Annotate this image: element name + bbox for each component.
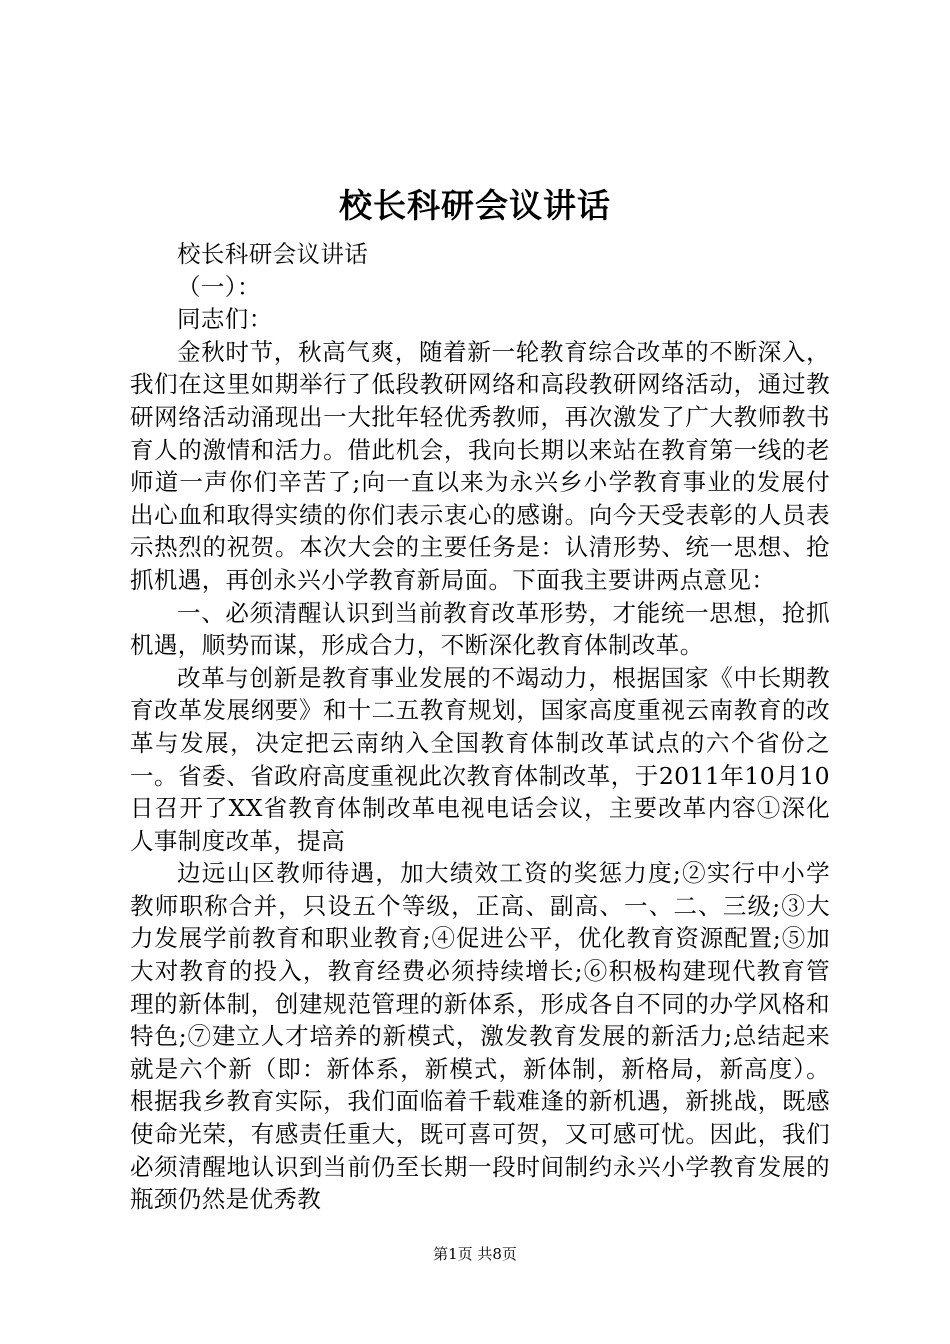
page-number-footer: 第1页 共8页: [433, 1245, 517, 1263]
document-body: [130, 238, 830, 1216]
paragraph-point-one: 一、必须清醒认识到当前教育改革形势，才能统一思想，抢抓机遇，顺势而谋，形成合力，不断深化教育体制改革。: [130, 598, 830, 660]
paragraph-section-marker: （一）：: [177, 272, 261, 301]
paragraph-opening: 金秋时节，秋高气爽，随着新一轮教育综合改革的不断深入，我们在这里如期举行了低段教研网络和高段教研网络活动，通过教研网络活动涌现出一大批年轻优秀教师，再次激发了广大教师教书育人的激情和活力。借此机会，我向长期以来站在教育第一线的老师道一声你们辛苦了;向一直以来为永兴乡小学教育事业的发展付出心血和取得实绩的你们表示衷心的感谢。向今天受表彰的人员表示热烈的祝贺。本次大会的主要任务是：认清形势、统一思想、抢抓机遇，再创永兴小学教育新局面。下面我主要讲两点意见：: [130, 337, 830, 594]
paragraph-subtitle: 校长科研会议讲话: [177, 240, 369, 268]
document-title: 校长科研会议讲话: [339, 186, 611, 225]
paragraph-salutation: 同志们：: [177, 305, 273, 334]
paragraph-reform-continued: 边远山区教师待遇，加大绩效工资的奖惩力度;②实行中小学教师职称合并，只设五个等级，正高、副高、一、二、三级;③大力发展学前教育和职业教育;④促进公平，优化教育资源配置;⑤加大对教育的投入，教育经费必须持续增长;⑥积极构建现代教育管理的新体制，创建规范管理的新体系，形成各自不同的办学风格和特色;⑦建立人才培养的新模式，激发教育发展的新活力;总结起来就是六个新（即：新体系，新模式，新体制，新格局，新高度）。根据我乡教育实际，我们面临着千载难逢的新机遇，新挑战，既感使命光荣，有感责任重大，既可喜可贺，又可感可忧。因此，我们必须清醒地认识到当前仍至长期一段时间制约永兴小学教育发展的瓶颈仍然是优秀教: [130, 859, 830, 1214]
paragraph-reform: 改革与创新是教育事业发展的不竭动力，根据国家《中长期教育改革发展纲要》和十二五教育规划，国家高度重视云南教育的改革与发展，决定把云南纳入全国教育体制改革试点的六个省份之一。省委、省政府高度重视此次教育体制改革，于2011年10月10日召开了XX省教育体制改革电视电话会议，主要改革内容①深化人事制度改革，提高: [130, 663, 830, 855]
